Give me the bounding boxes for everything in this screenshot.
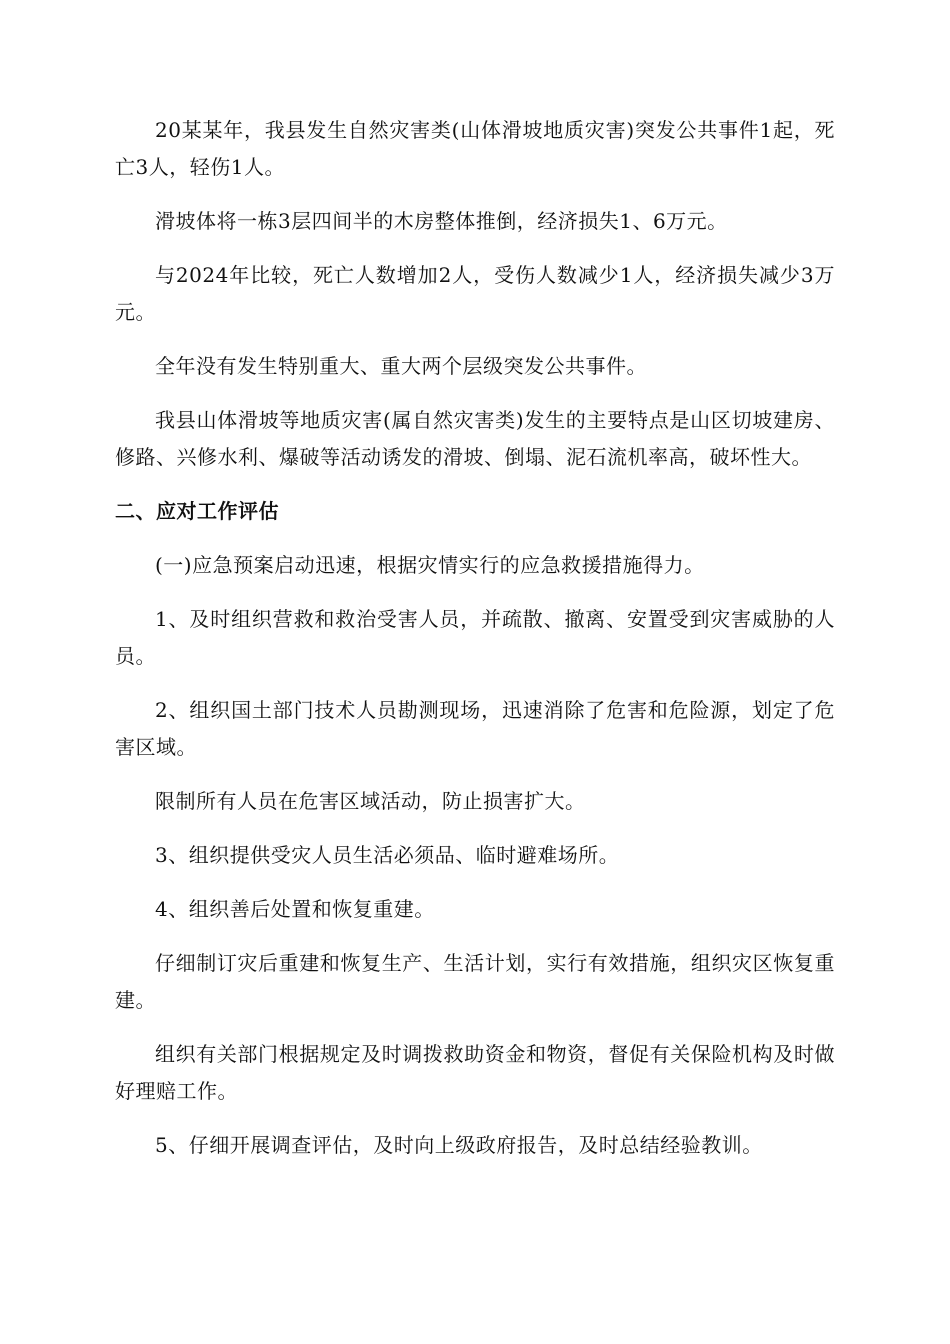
paragraph-plan-activation: (一)应急预案启动迅速，根据灾情实行的应急救援措施得力。 bbox=[155, 553, 705, 577]
paragraph-reconstruction-plan: 仔细制订灾后重建和恢复生产、生活计划，实行有效措施，组织灾区恢复重建。 bbox=[115, 951, 835, 1012]
paragraph-item-1-rescue: 1、及时组织营救和救治受害人员，并疏散、撤离、安置受到灾害威胁的人员。 bbox=[115, 607, 835, 668]
paragraph-item-3-supplies: 3、组织提供受灾人员生活必须品、临时避难场所。 bbox=[155, 843, 620, 867]
paragraph-item-5-investigation: 5、仔细开展调查评估，及时向上级政府报告，及时总结经验教训。 bbox=[155, 1133, 763, 1157]
paragraph-item-2-survey: 2、组织国土部门技术人员勘测现场，迅速消除了危害和危险源，划定了危害区域。 bbox=[115, 698, 835, 759]
paragraph-item-4-reconstruction: 4、组织善后处置和恢复重建。 bbox=[155, 897, 435, 921]
paragraph-year-comparison: 与2024年比较，死亡人数增加2人，受伤人数减少1人，经济损失减少3万元。 bbox=[115, 263, 835, 324]
paragraph-economic-loss: 滑坡体将一栋3层四间半的木房整体推倒，经济损失1、6万元。 bbox=[155, 209, 728, 233]
paragraph-disaster-characteristics: 我县山体滑坡等地质灾害(属自然灾害类)发生的主要特点是山区切坡建房、修路、兴修水利、爆破等活动诱发的滑坡、倒塌、泥石流机率高，破坏性大。 bbox=[115, 408, 835, 469]
paragraph-incident-summary: 20某某年，我县发生自然灾害类(山体滑坡地质灾害)突发公共事件1起，死亡3人，轻伤1人。 bbox=[115, 118, 835, 179]
paragraph-no-major-events: 全年没有发生特别重大、重大两个层级突发公共事件。 bbox=[155, 354, 647, 378]
paragraph-funds-insurance: 组织有关部门根据规定及时调拨救助资金和物资，督促有关保险机构及时做好理赔工作。 bbox=[115, 1042, 835, 1103]
document-body bbox=[115, 112, 835, 1181]
section-heading-response-evaluation: 二、应对工作评估 bbox=[115, 499, 279, 523]
paragraph-restrict-activity: 限制所有人员在危害区域活动，防止损害扩大。 bbox=[155, 789, 586, 813]
